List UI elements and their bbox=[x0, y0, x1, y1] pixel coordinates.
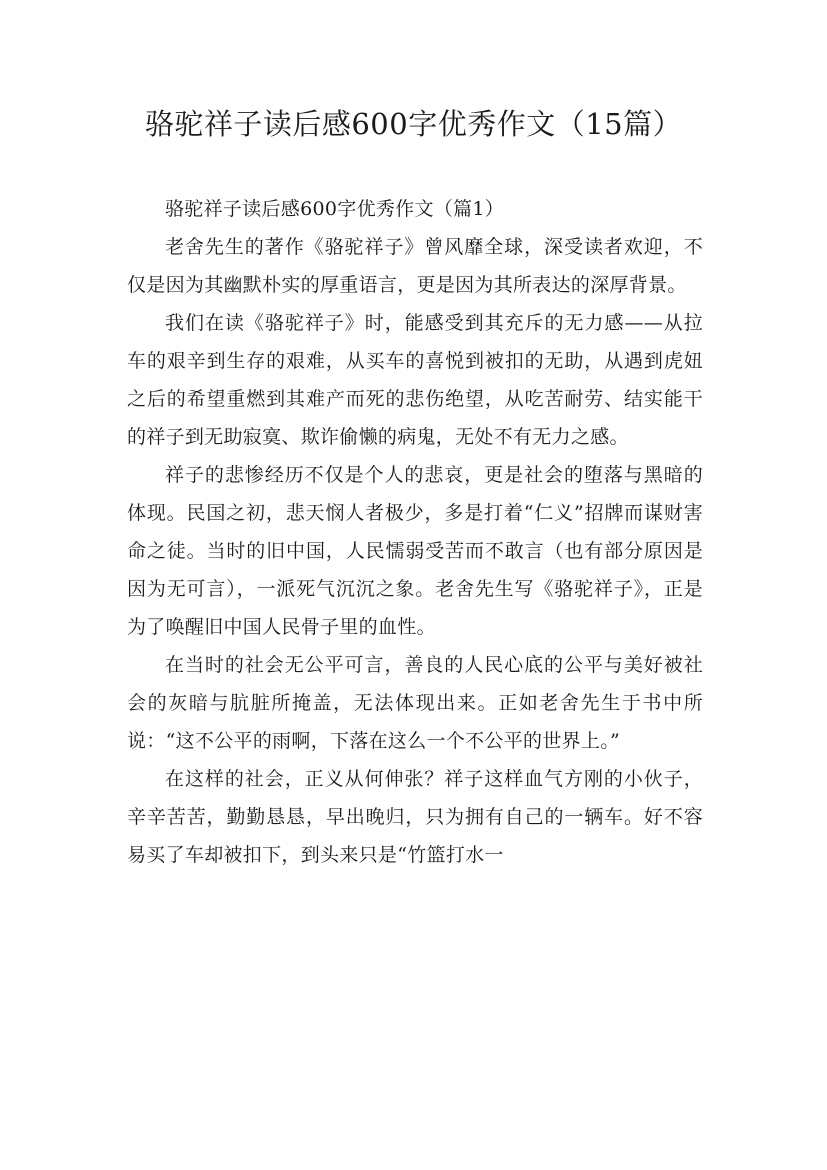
section-subtitle: 骆驼祥子读后感600字优秀作文（篇1） bbox=[165, 198, 505, 220]
paragraph-5: 在这样的社会，正义从何伸张？祥子这样血气方刚的小伙子，辛辛苦苦，勤勤恳恳，早出晚归，只为拥有自己的一辆车。好不容易买了车却被扣下，到头来只是“竹篮打水一 bbox=[127, 768, 703, 866]
document-title: 骆驼祥子读后感600字优秀作文（15篇） bbox=[144, 107, 683, 141]
paragraph-1: 老舍先生的著作《骆驼祥子》曾风靡全球，深受读者欢迎，不仅是因为其幽默朴实的厚重语言，更是因为其所表达的深厚背景。 bbox=[127, 236, 703, 296]
paragraph-3: 祥子的悲惨经历不仅是个人的悲哀，更是社会的堕落与黑暗的体现。民国之初，悲天悯人者极少，多是打着“仁义”招牌而谋财害命之徒。当时的旧中国，人民懦弱受苦而不敢言（也有部分原因是因为无可言），一派死气沉沉之象。老舍先生写《骆驼祥子》，正是为了唤醒旧中国人民骨子里的血性。 bbox=[127, 464, 703, 638]
paragraph-2: 我们在读《骆驼祥子》时，能感受到其充斥的无力感——从拉车的艰辛到生存的艰难，从买车的喜悦到被扣的无助，从遇到虎妞之后的希望重燃到其难产而死的悲伤绝望，从吃苦耐劳、结实能干的祥子到无助寂寞、欺诈偷懒的病鬼，无处不有无力之感。 bbox=[127, 312, 703, 448]
document-body bbox=[127, 190, 703, 874]
paragraph-4: 在当时的社会无公平可言，善良的人民心底的公平与美好被社会的灰暗与肮脏所掩盖，无法体现出来。正如老舍先生于书中所说：“这不公平的雨啊，下落在这么一个不公平的世界上。” bbox=[127, 654, 703, 752]
